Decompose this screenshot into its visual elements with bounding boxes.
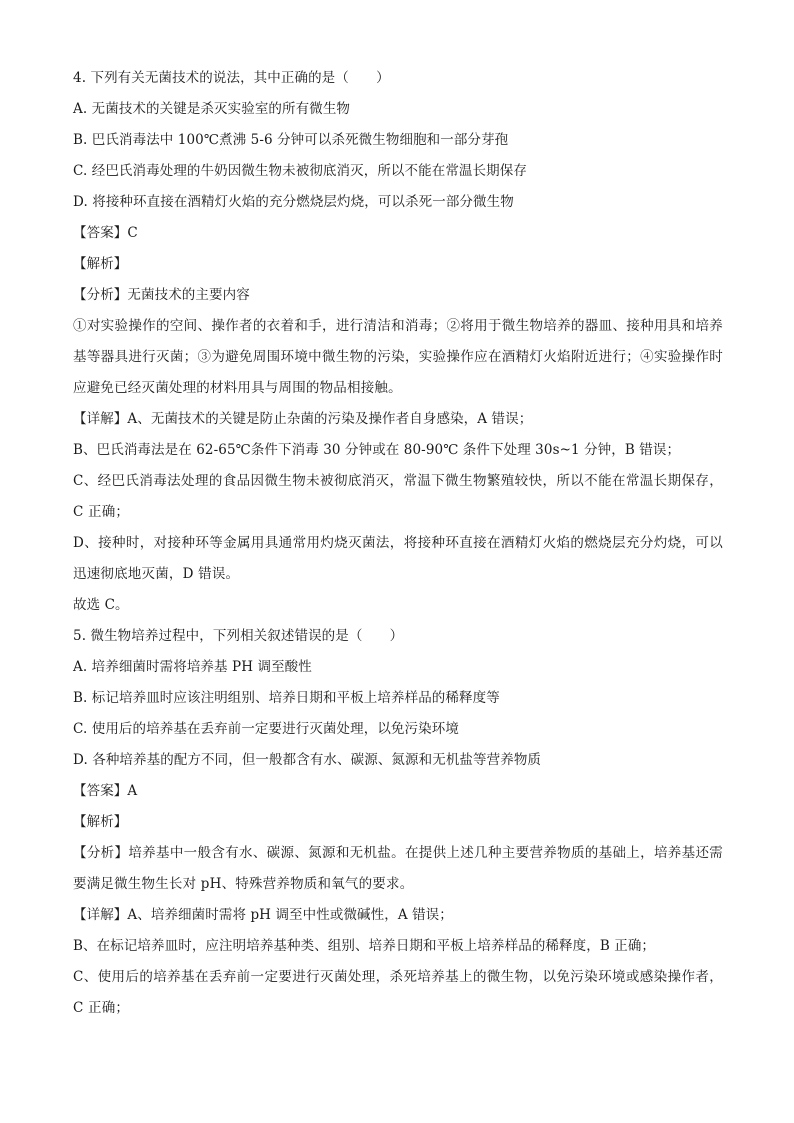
question-4-detail-b: B、巴氏消毒法是在 62-65℃条件下消毒 30 分钟或在 80-90℃ 条件下处理 30s~1 分钟，B 错误；: [73, 442, 681, 458]
question-5-option-d: D. 各种培养基的配方不同，但一般都含有水、碳源、氮源和无机盐等营养物质: [73, 752, 542, 768]
question-4-option-b: B. 巴氏消毒法中 100℃煮沸 5-6 分钟可以杀死微生物细胞和一部分芽孢: [73, 132, 509, 148]
question-5-detail-a: 【详解】A、培养细菌时需将 pH 调至中性或微碱性，A 错误；: [73, 907, 453, 923]
question-5-option-c: C. 使用后的培养基在丢弃前一定要进行灭菌处理，以免污染环境: [73, 721, 459, 737]
question-4-option-c: C. 经巴氏消毒处理的牛奶因微生物未被彻底消灭，所以不能在常温长期保存: [73, 163, 527, 179]
question-4-answer: 【答案】C: [73, 225, 138, 241]
question-5-stem: 5. 微生物培养过程中，下列相关叙述错误的是（ ）: [73, 628, 404, 644]
question-4-detail-d: D、接种时，对接种环等金属用具通常用灼烧灭菌法，将接种环直接在酒精灯火焰的燃烧层充分灼烧，可以迅速彻底地灭菌，D 错误。: [73, 535, 723, 582]
question-5-option-a: A. 培养细菌时需将培养基 PH 调至酸性: [73, 659, 312, 675]
question-4-analysis-label: 【解析】: [73, 256, 128, 272]
question-4-detail-c: C、经巴氏消毒法处理的食品因微生物未被彻底消灭，常温下微生物繁殖较快，所以不能在常温长期保存，C 正确；: [73, 473, 723, 520]
question-5-detail-b: B、在标记培养皿时，应注明培养基种类、组别、培养日期和平板上培养样品的稀释度，B 正确；: [73, 938, 656, 954]
question-4-fenxi: 【分析】无菌技术的主要内容: [73, 287, 250, 303]
question-4-option-a: A. 无菌技术的关键是杀灭实验室的所有微生物: [73, 101, 351, 117]
question-4-option-d: D. 将接种环直接在酒精灯火焰的充分燃烧层灼烧，可以杀死一部分微生物: [73, 194, 514, 210]
question-5-answer: 【答案】A: [73, 783, 138, 799]
question-5-fenxi: 【分析】培养基中一般含有水、碳源、氮源和无机盐。在提供上述几种主要营养物质的基础上，培养基还需要满足微生物生长对 pH、特殊营养物质和氧气的要求。: [73, 845, 723, 892]
question-4-conclusion: 故选 C。: [73, 597, 129, 613]
question-4-detail-a: 【详解】A、无菌技术的关键是防止杂菌的污染及操作者自身感染，A 错误；: [73, 411, 533, 427]
page-content: [73, 63, 723, 1024]
question-5-analysis-label: 【解析】: [73, 814, 128, 830]
question-4-stem: 4. 下列有关无菌技术的说法，其中正确的是（ ）: [73, 70, 390, 86]
question-5-option-b: B. 标记培养皿时应该注明组别、培养日期和平板上培养样品的稀释度等: [73, 690, 500, 706]
question-4-fenxi-body: ①对实验操作的空间、操作者的衣着和手，进行清洁和消毒；②将用于微生物培养的器皿、接种用具和培养基等器具进行灭菌；③为避免周围环境中微生物的污染，实验操作应在酒精灯火焰附近进行；④实验操作时应避免已经灭菌处理的材料用具与周围的物品相接触。: [73, 318, 723, 396]
question-5-detail-c: C、使用后的培养基在丢弃前一定要进行灭菌处理，杀死培养基上的微生物，以免污染环境或感染操作者，C 正确；: [73, 969, 723, 1016]
